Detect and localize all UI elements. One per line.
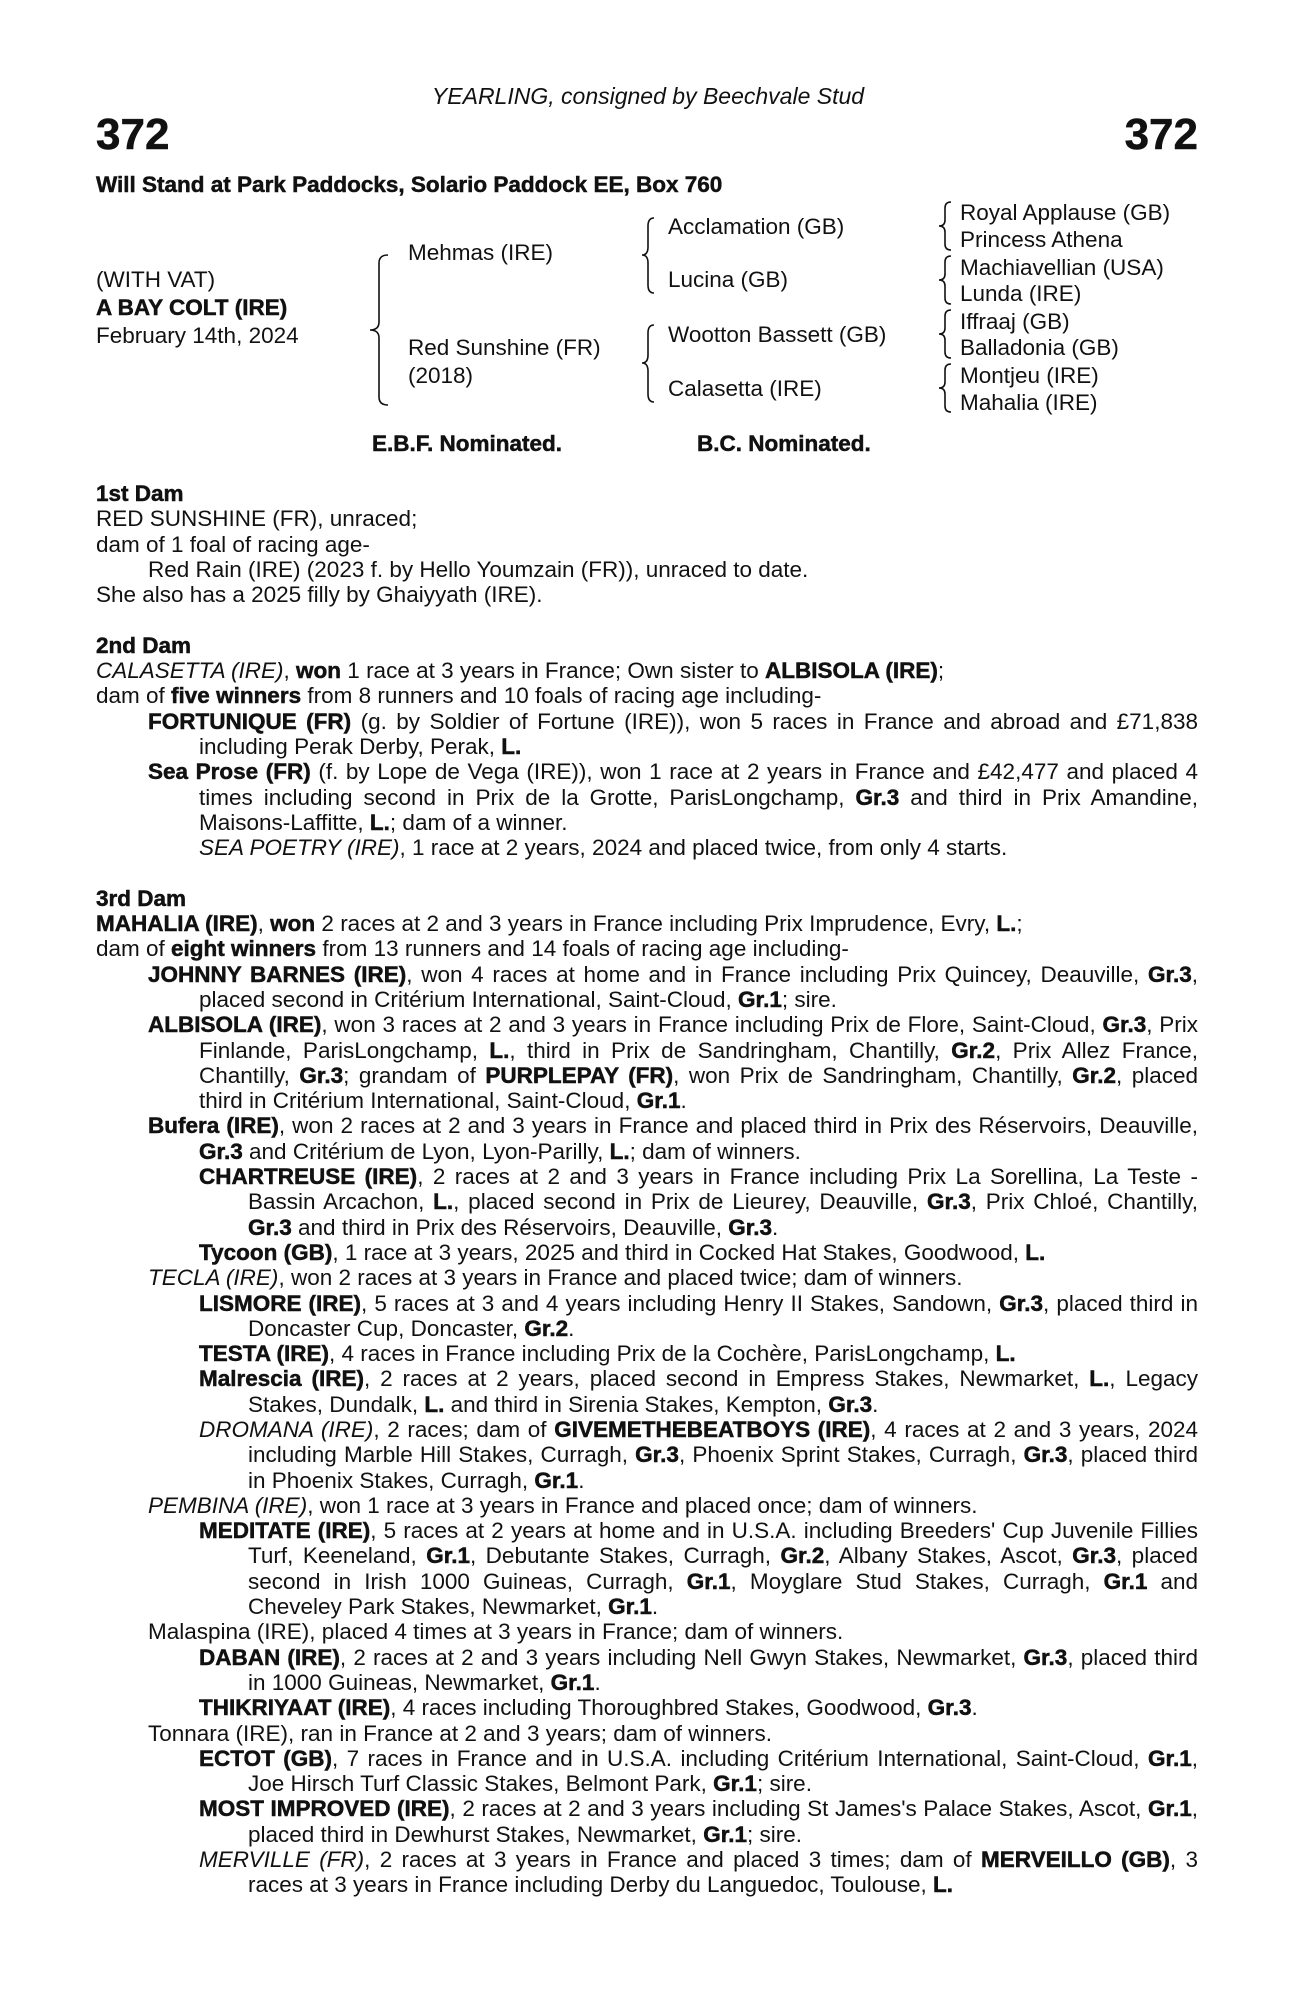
bold-text: MEDITATE (IRE) <box>199 1518 371 1544</box>
italic-text: MERVILLE (FR) <box>199 1847 365 1873</box>
bold-text: Gr.1 <box>636 1088 681 1114</box>
entry-text: ; grandam of <box>343 1062 486 1088</box>
entry-text: Tonnara (IRE), ran in France at 2 and 3 years; dam of winners. <box>148 1720 773 1746</box>
pedigree-gen3: Princess Athena <box>960 227 1123 252</box>
produce-entry <box>96 1695 1198 1720</box>
produce-entry <box>96 962 1198 1013</box>
produce-entry <box>96 1240 1198 1265</box>
entry-text: , 2 races at 2 and 3 years in France including Prix La Sorellina, La Teste - Bassin Arcachon, <box>248 1164 1198 1215</box>
entry-text: , placed third in Phoenix Stakes, Curragh, <box>248 1442 1198 1493</box>
italic-text: SEA POETRY (IRE) <box>199 835 400 861</box>
italic-text: PEMBINA (IRE) <box>148 1492 308 1518</box>
produce-entry <box>96 1645 1198 1696</box>
produce-entry <box>96 1746 1198 1797</box>
bold-text: eight winners <box>171 936 317 962</box>
bold-text: Gr.2 <box>524 1315 569 1341</box>
produce-entry <box>96 1518 1198 1619</box>
entry-text: , won 3 races at 2 and 3 years in France including Prix de Flore, Saint-Cloud, <box>321 1012 1103 1038</box>
pedigree-gen3: Iffraaj (GB) <box>960 309 1070 334</box>
produce-entry <box>96 658 1198 683</box>
bold-text: CHARTREUSE (IRE) <box>199 1164 418 1190</box>
bold-text: Gr.1 <box>1147 1796 1192 1822</box>
entry-text: , 1 race at 2 years, 2024 and placed twice, from only 4 starts. <box>399 835 1008 861</box>
entry-text: , Legacy Stakes, Dundalk, <box>248 1366 1199 1417</box>
entry-text: and Cheveley Park Stakes, Newmarket, <box>248 1568 1198 1620</box>
entry-text: and third in Sirenia Stakes, Kempton, <box>444 1391 829 1417</box>
consignment-line: YEARLING, consigned by Beechvale Stud <box>431 83 865 109</box>
entry-text: , won 1 race at 3 years in France and placed once; dam of winners. <box>307 1492 978 1518</box>
entry-text: Malaspina (IRE), placed 4 times at 3 years in France; dam of winners. <box>148 1619 844 1645</box>
foaling-date: February 14th, 2024 <box>96 323 299 348</box>
entry-text: ; dam of winners. <box>629 1138 801 1164</box>
bold-text: Gr.1 <box>738 986 782 1012</box>
entry-text: , Joe Hirsch Turf Classic Stakes, Belmont Park, <box>248 1745 1198 1797</box>
entry-text: 2 races at 2 and 3 years in France including Prix Imprudence, Evry, <box>315 911 997 937</box>
produce-entry <box>96 1619 1198 1644</box>
produce-entry <box>96 936 1198 961</box>
produce-entry <box>96 532 1198 557</box>
entry-text: , 2 races at 2 and 3 years including St James's Palace Stakes, Ascot, <box>449 1796 1148 1822</box>
pedigree-gen3: Lunda (IRE) <box>960 281 1082 306</box>
bold-text: Gr.1 <box>686 1568 731 1594</box>
produce-entry <box>96 1796 1198 1847</box>
entry-text: , placed second in Prix de Lieurey, Deauville, <box>453 1189 927 1215</box>
produce-entry <box>96 1164 1198 1240</box>
entry-text: . <box>872 1391 879 1417</box>
bold-text: PURPLEPAY (FR) <box>485 1062 674 1088</box>
produce-entry <box>96 1291 1198 1342</box>
bold-text: L. <box>933 1872 953 1898</box>
entry-text: . <box>568 1315 575 1341</box>
entry-text: , 2 races at 2 years, placed second in Empress Stakes, Newmarket, <box>363 1366 1090 1392</box>
bold-text: Gr.1 <box>426 1543 470 1569</box>
bold-text: Gr.3 <box>1023 1644 1068 1670</box>
produce-entry <box>96 1366 1198 1417</box>
produce-entry <box>96 1493 1198 1518</box>
entry-text: . <box>578 1467 585 1493</box>
entry-text: (g. by Soldier of Fortune (IRE)), won 5 races in France and abroad and £71,838 including Perak Derby, Perak, <box>199 708 1198 759</box>
produce-entry <box>96 1417 1198 1493</box>
bold-text: Gr.1 <box>703 1821 747 1847</box>
entry-text: and Critérium de Lyon, Lyon-Parilly, <box>242 1138 610 1164</box>
entry-text: , won Prix de Sandringham, Chantilly, <box>673 1062 1073 1088</box>
entry-text: , Albany Stakes, Ascot, <box>824 1543 1073 1569</box>
entry-text: ; dam of a winner. <box>389 809 568 835</box>
entry-text: , Prix Allez France, Chantilly, <box>199 1037 1198 1088</box>
entry-text: , won 4 races at home and in France including Prix Quincey, Deauville, <box>406 961 1148 987</box>
dam-section <box>96 886 1198 1898</box>
entry-text: , 5 races at 3 and 4 years including Henry II Stakes, Sandown, <box>361 1290 1000 1316</box>
bold-text: five winners <box>171 683 302 709</box>
produce-entry <box>96 1341 1198 1366</box>
produce-entry <box>96 1265 1198 1290</box>
entry-text: and third in Prix des Réservoirs, Deauville, <box>291 1214 729 1240</box>
bold-text: Tycoon (GB) <box>199 1239 333 1265</box>
produce-entry <box>96 506 1198 531</box>
entry-text: and third in Prix Amandine, Maisons-Laffitte, <box>199 784 1199 835</box>
entry-text: . <box>772 1214 779 1240</box>
pedigree-gen3: Montjeu (IRE) <box>960 363 1099 388</box>
italic-text: CALASETTA (IRE) <box>96 658 284 684</box>
lot-number-right: 372 <box>1124 110 1198 159</box>
bold-text: ALBISOLA (IRE) <box>148 1012 322 1038</box>
bold-text: Gr.3 <box>855 784 900 810</box>
entry-text: (f. by Lope de Vega (IRE)), won 1 race at 2 years in France and £42,477 and placed 4 times including second in Prix de la Grotte, ParisLongchamp, <box>199 759 1198 810</box>
entry-text: from 13 runners and 14 foals of racing age including- <box>316 936 849 962</box>
produce-entry <box>96 1847 1198 1898</box>
bold-text: Gr.2 <box>780 1543 825 1569</box>
entry-text: , 4 races including Thoroughbred Stakes, Goodwood, <box>390 1695 928 1721</box>
bold-text: L. <box>369 809 390 835</box>
entry-text: , Prix Finlande, ParisLongchamp, <box>199 1012 1198 1063</box>
entry-text: , Phoenix Sprint Stakes, Curragh, <box>678 1442 1024 1468</box>
entry-text: , 1 race at 3 years, 2025 and third in Cocked Hat Stakes, Goodwood, <box>332 1239 1026 1265</box>
location-line: Will Stand at Park Paddocks, Solario Paddock EE, Box 760 <box>96 172 723 197</box>
entry-text: , placed third in Doncaster Cup, Doncaster, <box>248 1290 1198 1341</box>
bold-text: Gr.3 <box>828 1391 873 1417</box>
bold-text: MAHALIA (IRE) <box>96 911 258 937</box>
italic-text: DROMANA (IRE) <box>199 1416 374 1442</box>
bold-text: GIVEMETHEBEATBOYS (IRE) <box>554 1416 871 1442</box>
dam-section <box>96 481 1198 607</box>
bold-text: Gr.1 <box>534 1467 579 1493</box>
entry-text: , placed third in 1000 Guineas, Newmarket, <box>248 1644 1198 1695</box>
bold-text: L. <box>501 733 522 759</box>
bold-text: Gr.3 <box>927 1695 972 1721</box>
bold-text: L. <box>1025 1239 1046 1265</box>
bold-text: L. <box>1089 1366 1110 1392</box>
bold-text: Gr.2 <box>1072 1062 1116 1088</box>
bold-text: L. <box>996 911 1017 937</box>
produce-entry <box>96 582 1198 607</box>
entry-text: , 4 races at 2 and 3 years, 2024 including Marble Hill Stakes, Curragh, <box>248 1416 1199 1468</box>
bold-text: JOHNNY BARNES (IRE) <box>148 961 407 987</box>
entry-text: , <box>283 658 297 684</box>
bold-text: Malrescia (IRE) <box>199 1366 364 1392</box>
entry-text: , Prix Chloé, Chantilly, <box>970 1189 1198 1215</box>
bc-nomination: B.C. Nominated. <box>697 431 871 456</box>
produce-entry <box>96 835 1198 860</box>
bold-text: Gr.3 <box>299 1062 344 1088</box>
dam-section-heading: 2nd Dam <box>96 632 192 658</box>
entry-text: , won 2 races at 2 and 3 years in France and placed third in Prix des Réservoirs, Deauville, <box>278 1113 1198 1139</box>
produce-record <box>96 481 1198 1923</box>
bold-text: L. <box>489 1037 510 1063</box>
italic-text: TECLA (IRE) <box>148 1265 279 1291</box>
entry-text: , 2 races at 2 and 3 years including Nell Gwyn Stakes, Newmarket, <box>339 1644 1024 1670</box>
entry-text: dam of 1 foal of racing age- <box>96 531 370 557</box>
bold-text: Gr.3 <box>728 1214 772 1240</box>
bold-text: Gr.2 <box>951 1037 996 1063</box>
produce-entry <box>96 911 1198 936</box>
pedigree-dam: Red Sunshine (FR) <box>408 335 601 360</box>
pedigree-sire-sire: Acclamation (GB) <box>668 214 845 239</box>
bold-text: Gr.1 <box>713 1771 757 1797</box>
bold-text: FORTUNIQUE (FR) <box>148 708 352 734</box>
entry-text: ; sire. <box>756 1771 812 1797</box>
entry-text: , 4 races in France including Prix de la Cochère, ParisLongchamp, <box>329 1341 996 1367</box>
entry-text: , 7 races in France and in U.S.A. including Critérium International, Saint-Cloud, <box>331 1745 1148 1771</box>
lot-number-left: 372 <box>96 110 170 159</box>
bold-text: LISMORE (IRE) <box>199 1290 362 1316</box>
bold-text: Gr.1 <box>1103 1568 1148 1594</box>
bold-text: Gr.3 <box>1023 1442 1068 1468</box>
produce-entry <box>96 1012 1198 1113</box>
ebf-nomination: E.B.F. Nominated. <box>372 431 563 456</box>
bold-text: L. <box>995 1341 1016 1367</box>
pedigree-dam-dam: Calasetta (IRE) <box>668 376 822 401</box>
bold-text: ECTOT (GB) <box>199 1745 332 1771</box>
bold-text: L. <box>609 1138 630 1164</box>
bold-text: MOST IMPROVED (IRE) <box>199 1796 450 1822</box>
entry-text: , <box>257 911 271 937</box>
entry-text: She also has a 2025 filly by Ghaiyyath (IRE). <box>96 582 543 608</box>
entry-text: , placed second in Irish 1000 Guineas, Curragh, <box>248 1543 1198 1594</box>
dam-section-heading: 1st Dam <box>96 481 184 506</box>
entry-text: , Debutante Stakes, Curragh, <box>469 1543 781 1569</box>
bold-text: won <box>270 911 316 937</box>
bold-text: L. <box>433 1189 454 1215</box>
produce-entry <box>96 1113 1198 1164</box>
dam-section-heading: 3rd Dam <box>96 885 187 911</box>
pedigree-gen3: Royal Applause (GB) <box>960 200 1171 225</box>
bold-text: L. <box>424 1391 445 1417</box>
produce-entry <box>96 683 1198 708</box>
entry-text: , won 2 races at 3 years in France and placed twice; dam of winners. <box>278 1265 963 1291</box>
entry-text: . <box>594 1669 601 1695</box>
entry-text: 1 race at 3 years in France; Own sister to <box>341 658 765 684</box>
dam-section <box>96 633 1198 861</box>
entry-text: ; <box>937 658 945 684</box>
entry-text: ; <box>1016 911 1023 937</box>
entry-text: dam of <box>96 683 172 709</box>
pedigree-dam-sire: Wootton Bassett (GB) <box>668 322 887 347</box>
entry-text: , placed third in Dewhurst Stakes, Newmarket, <box>248 1796 1198 1847</box>
entry-text: . <box>680 1088 687 1114</box>
horse-name: A BAY COLT (IRE) <box>96 295 288 320</box>
pedigree-gen3: Machiavellian (USA) <box>960 255 1164 280</box>
entry-text: , 2 races; dam of <box>373 1416 555 1442</box>
bold-text: Gr.3 <box>926 1189 971 1215</box>
entry-text: ; sire. <box>746 1821 802 1847</box>
bold-text: Gr.1 <box>608 1594 652 1620</box>
bold-text: DABAN (IRE) <box>199 1644 340 1670</box>
produce-entry <box>96 557 1198 582</box>
entry-text: , 5 races at 2 years at home and in U.S.A. including Breeders' Cup Juvenile Fillies Turf, Keeneland, <box>248 1518 1199 1569</box>
entry-text: , placed third in Critérium International, Saint-Cloud, <box>199 1062 1199 1114</box>
pedigree-sire-dam: Lucina (GB) <box>668 267 789 292</box>
bold-text: MERVEILLO (GB) <box>981 1847 1170 1873</box>
bold-text: THIKRIYAAT (IRE) <box>199 1695 391 1721</box>
pedigree-sire: Mehmas (IRE) <box>408 240 554 265</box>
produce-entry <box>96 1721 1198 1746</box>
bold-text: Gr.3 <box>199 1138 243 1164</box>
vat-label: (WITH VAT) <box>96 267 216 292</box>
bold-text: TESTA (IRE) <box>199 1341 329 1367</box>
pedigree-gen3: Mahalia (IRE) <box>960 390 1098 415</box>
entry-text: Red Rain (IRE) (2023 f. by Hello Youmzain (FR)), unraced to date. <box>148 556 809 582</box>
bold-text: Gr.3 <box>999 1290 1044 1316</box>
bold-text: Gr.3 <box>635 1442 679 1468</box>
bold-text: Gr.1 <box>550 1669 595 1695</box>
bold-text: Gr.3 <box>1147 961 1192 987</box>
pedigree-gen3: Balladonia (GB) <box>960 335 1119 360</box>
entry-text: , placed second in Critérium International, Saint-Cloud, <box>199 961 1199 1012</box>
bold-text: won <box>296 658 342 684</box>
produce-entry <box>96 709 1198 760</box>
bold-text: Sea Prose (FR) <box>148 759 311 785</box>
entry-text: RED SUNSHINE (FR), unraced; <box>96 506 418 532</box>
entry-text: from 8 runners and 10 foals of racing age including- <box>301 683 822 709</box>
bold-text: Bufera (IRE) <box>148 1113 279 1139</box>
bold-text: ALBISOLA (IRE) <box>764 658 938 684</box>
entry-text: . <box>971 1695 978 1721</box>
entry-text: , 2 races at 3 years in France and placed 3 times; dam of <box>364 1847 981 1873</box>
entry-text: , third in Prix de Sandringham, Chantilly, <box>509 1037 952 1063</box>
entry-text: , 3 races at 3 years in France including Derby du Languedoc, Toulouse, <box>248 1847 1198 1898</box>
produce-entry <box>96 759 1198 835</box>
bold-text: Gr.1 <box>1147 1745 1192 1771</box>
entry-text: , Moyglare Stud Stakes, Curragh, <box>730 1568 1104 1594</box>
bold-text: Gr.3 <box>248 1214 292 1240</box>
entry-text: . <box>651 1594 659 1620</box>
entry-text: dam of <box>96 936 172 962</box>
bold-text: Gr.3 <box>1102 1012 1147 1038</box>
entry-text: ; sire. <box>781 986 837 1012</box>
pedigree-dam-year: (2018) <box>408 363 474 388</box>
bold-text: Gr.3 <box>1072 1543 1116 1569</box>
